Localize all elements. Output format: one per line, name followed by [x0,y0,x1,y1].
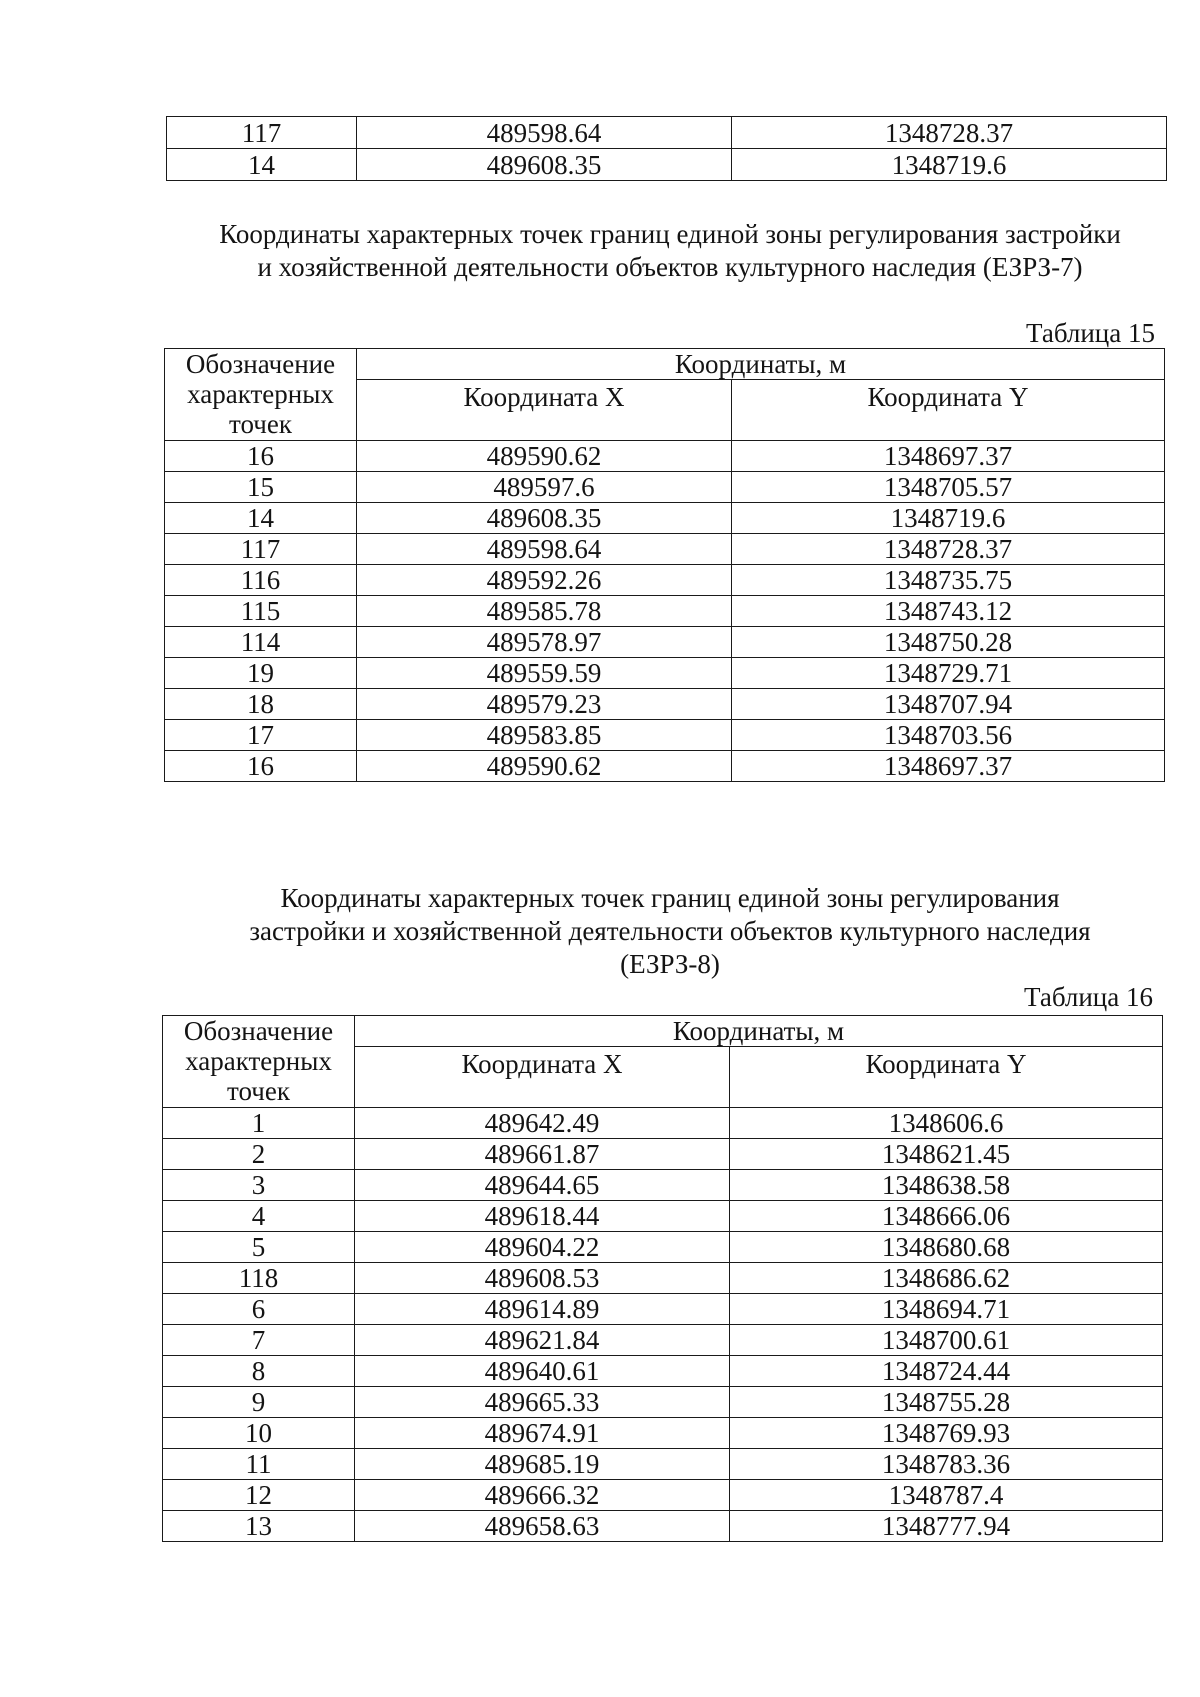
coordinate-x-cell: 489597.6 [357,472,732,503]
coordinates-table-16 [162,1015,1163,1542]
point-cell: 116 [165,565,357,596]
coordinate-y-cell: 1348606.6 [730,1108,1163,1139]
coordinate-y-cell: 1348694.71 [730,1294,1163,1325]
coordinate-x-cell: 489614.89 [355,1294,730,1325]
table-row [163,1325,1163,1356]
point-cell: 7 [163,1325,355,1356]
coordinate-y-cell: 1348750.28 [732,627,1165,658]
coordinate-x-cell: 489590.62 [357,751,732,782]
coordinate-x-cell: 489598.64 [357,117,732,149]
coordinate-x-cell: 489621.84 [355,1325,730,1356]
coordinate-x-cell: 489604.22 [355,1232,730,1263]
header-coordinate-x: Координата X [357,380,732,441]
point-cell: 117 [167,117,357,149]
table-row [165,534,1165,565]
heading-line: (ЕЗРЗ-8) [620,949,720,979]
point-cell: 16 [165,751,357,782]
point-cell: 9 [163,1387,355,1418]
point-cell: 16 [165,441,357,472]
table-body [165,441,1165,782]
header-coordinate-y: Координата Y [732,380,1165,441]
table-label-16: Таблица 16 [1024,982,1153,1012]
point-cell: 18 [165,689,357,720]
point-cell: 17 [165,720,357,751]
table-row [163,1356,1163,1387]
table-row [165,627,1165,658]
point-cell: 15 [165,472,357,503]
table-row [165,503,1165,534]
coordinate-y-cell: 1348724.44 [730,1356,1163,1387]
coordinate-y-cell: 1348638.58 [730,1170,1163,1201]
table-header [163,1016,1163,1108]
table-row [163,1139,1163,1170]
table-row [167,117,1167,149]
table-row [165,441,1165,472]
table-row [163,1449,1163,1480]
coordinates-table-15 [164,348,1165,782]
point-cell: 8 [163,1356,355,1387]
table-row [165,472,1165,503]
heading-line: Координаты характерных точек границ единой зоны регулирования [280,883,1060,913]
coordinate-y-cell: 1348707.94 [732,689,1165,720]
coordinate-y-cell: 1348697.37 [732,441,1165,472]
heading-line: Координаты характерных точек границ единой зоны регулирования застройки [219,219,1121,249]
coordinate-y-cell: 1348666.06 [730,1201,1163,1232]
coordinate-y-cell: 1348787.4 [730,1480,1163,1511]
coordinate-y-cell: 1348686.62 [730,1263,1163,1294]
coordinate-y-cell: 1348680.68 [730,1232,1163,1263]
coordinate-y-cell: 1348783.36 [730,1449,1163,1480]
coordinate-x-cell: 489644.65 [355,1170,730,1201]
point-cell: 12 [163,1480,355,1511]
table-row [163,1108,1163,1139]
coordinate-x-cell: 489608.53 [355,1263,730,1294]
point-cell: 3 [163,1170,355,1201]
header-coordinate-y: Координата Y [730,1047,1163,1108]
coordinate-y-cell: 1348703.56 [732,720,1165,751]
continuation-table [166,116,1167,181]
coordinate-x-cell: 489590.62 [357,441,732,472]
table-row [163,1511,1163,1542]
header-coordinates: Координаты, м [355,1016,1163,1047]
coordinate-x-cell: 489618.44 [355,1201,730,1232]
coordinate-y-cell: 1348728.37 [732,117,1167,149]
point-cell: 117 [165,534,357,565]
coordinate-y-cell: 1348777.94 [730,1511,1163,1542]
coordinate-y-cell: 1348719.6 [732,503,1165,534]
table-row [163,1170,1163,1201]
heading-line: застройки и хозяйственной деятельности объектов культурного наследия [249,916,1091,946]
coordinate-x-cell: 489579.23 [357,689,732,720]
heading-line: и хозяйственной деятельности объектов культурного наследия (ЕЗРЗ-7) [257,252,1083,282]
point-cell: 4 [163,1201,355,1232]
coordinate-y-cell: 1348621.45 [730,1139,1163,1170]
point-cell: 118 [163,1263,355,1294]
point-cell: 19 [165,658,357,689]
coordinate-x-cell: 489578.97 [357,627,732,658]
point-cell: 2 [163,1139,355,1170]
coordinate-x-cell: 489640.61 [355,1356,730,1387]
coordinate-x-cell: 489685.19 [355,1449,730,1480]
coordinate-y-cell: 1348700.61 [730,1325,1163,1356]
table-row [163,1201,1163,1232]
table-row [163,1232,1163,1263]
table-row [163,1294,1163,1325]
coordinate-x-cell: 489583.85 [357,720,732,751]
coordinate-x-cell: 489608.35 [357,149,732,181]
table-row [165,751,1165,782]
coordinate-x-cell: 489642.49 [355,1108,730,1139]
table-row [165,720,1165,751]
header-point-designation: Обозначение характерных точек [165,349,357,441]
coordinate-x-cell: 489665.33 [355,1387,730,1418]
table-label-15: Таблица 15 [1026,318,1155,348]
table-row [165,565,1165,596]
section-heading-ezrz8 [150,882,1190,981]
table-body [163,1108,1163,1542]
coordinate-x-cell: 489598.64 [357,534,732,565]
table-row [163,1263,1163,1294]
point-cell: 13 [163,1511,355,1542]
table-row [163,1418,1163,1449]
coordinate-y-cell: 1348743.12 [732,596,1165,627]
table-row [165,658,1165,689]
point-cell: 1 [163,1108,355,1139]
coordinate-y-cell: 1348728.37 [732,534,1165,565]
header-coordinates: Координаты, м [357,349,1165,380]
table-header [165,349,1165,441]
coordinate-y-cell: 1348735.75 [732,565,1165,596]
table-row [163,1387,1163,1418]
coordinate-y-cell: 1348697.37 [732,751,1165,782]
coordinate-y-cell: 1348719.6 [732,149,1167,181]
coordinate-x-cell: 489661.87 [355,1139,730,1170]
coordinate-y-cell: 1348705.57 [732,472,1165,503]
coordinate-y-cell: 1348729.71 [732,658,1165,689]
table-row [165,596,1165,627]
header-coordinate-x: Координата X [355,1047,730,1108]
coordinate-x-cell: 489674.91 [355,1418,730,1449]
point-cell: 114 [165,627,357,658]
coordinate-x-cell: 489658.63 [355,1511,730,1542]
continuation-table-body [167,117,1167,181]
coordinate-x-cell: 489559.59 [357,658,732,689]
coordinate-x-cell: 489585.78 [357,596,732,627]
table-row [163,1480,1163,1511]
table-row [167,149,1167,181]
point-cell: 14 [167,149,357,181]
coordinate-x-cell: 489666.32 [355,1480,730,1511]
point-cell: 11 [163,1449,355,1480]
point-cell: 6 [163,1294,355,1325]
coordinate-y-cell: 1348755.28 [730,1387,1163,1418]
point-cell: 10 [163,1418,355,1449]
coordinate-x-cell: 489608.35 [357,503,732,534]
point-cell: 115 [165,596,357,627]
table-row [165,689,1165,720]
header-point-designation: Обозначение характерных точек [163,1016,355,1108]
coordinate-y-cell: 1348769.93 [730,1418,1163,1449]
section-heading-ezrz7 [150,218,1190,284]
point-cell: 5 [163,1232,355,1263]
point-cell: 14 [165,503,357,534]
coordinate-x-cell: 489592.26 [357,565,732,596]
